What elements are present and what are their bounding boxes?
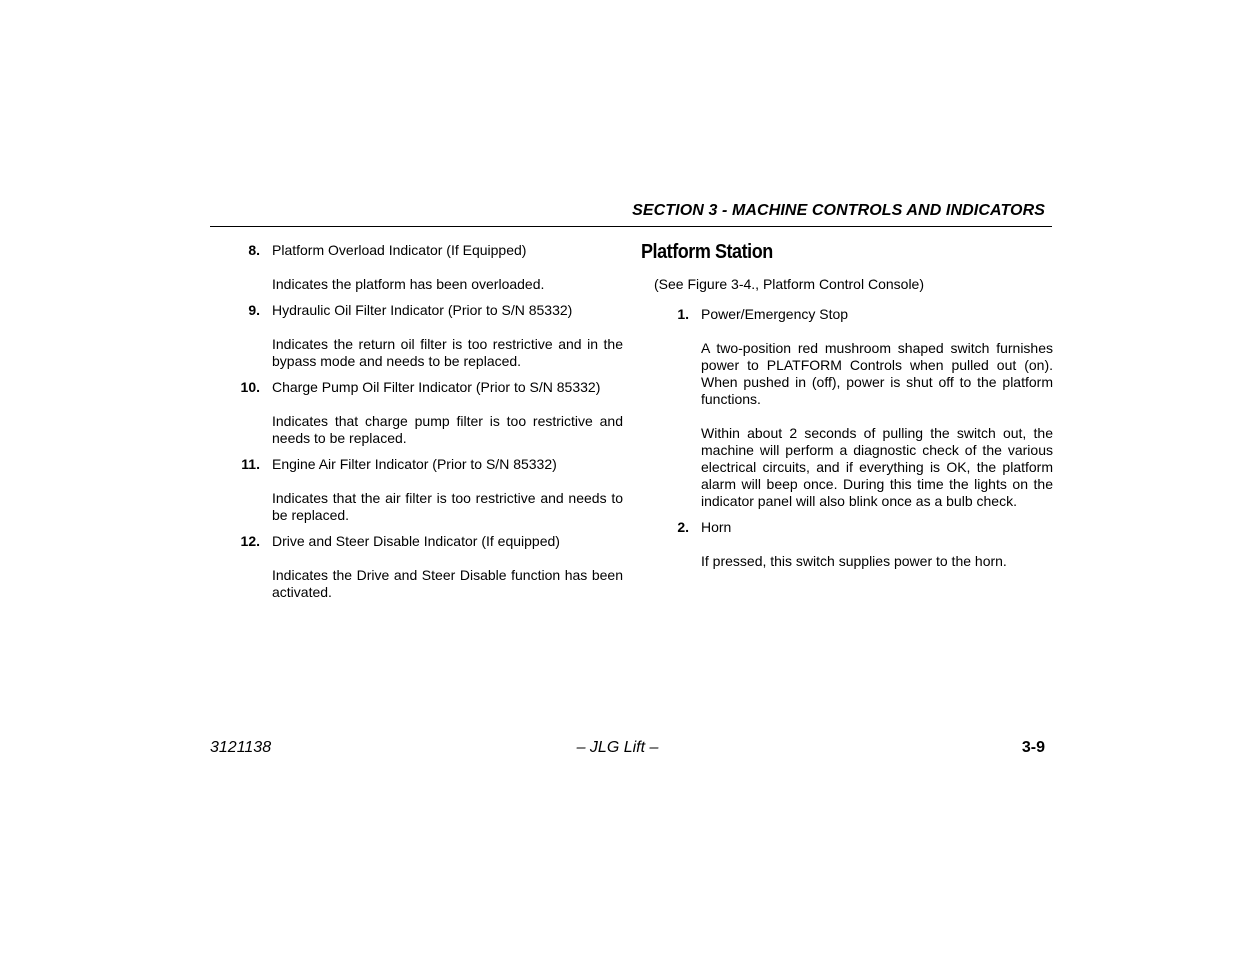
- header-divider: [210, 226, 1052, 227]
- item-number: 2.: [677, 519, 689, 535]
- item-description: Within about 2 seconds of pulling the switch out, the machine will perform a diagnostic check of the various electrical circuits, and if everything is OK, the platform alarm will beep once. During this time the lights on the indicator panel will also blink once as a bulb check.: [701, 425, 1053, 509]
- right-column: [641, 240, 1053, 579]
- figure-reference: (See Figure 3-4., Platform Control Console): [654, 276, 924, 292]
- list-item: [665, 306, 1053, 510]
- item-number: 8.: [248, 242, 260, 258]
- item-description: Indicates that the air filter is too restrictive and needs to be replaced.: [272, 490, 623, 523]
- item-number: 11.: [241, 456, 260, 472]
- item-number: 12.: [240, 533, 260, 549]
- section-heading: Platform Station: [641, 241, 773, 263]
- item-title: Charge Pump Oil Filter Indicator (Prior to S/N 85332): [272, 379, 601, 395]
- list-item: [236, 533, 623, 601]
- item-title: Hydraulic Oil Filter Indicator (Prior to S/N 85332): [272, 302, 573, 318]
- item-number: 10.: [240, 379, 260, 395]
- footer-doc-number: 3121138: [210, 739, 272, 756]
- item-description: Indicates that charge pump filter is too restrictive and needs to be replaced.: [272, 413, 623, 446]
- item-description: If pressed, this switch supplies power to the horn.: [701, 553, 1007, 569]
- item-title: Platform Overload Indicator (If Equipped): [272, 242, 527, 258]
- left-column: [236, 242, 623, 610]
- list-item: [236, 302, 623, 370]
- section-header-title: SECTION 3 - MACHINE CONTROLS AND INDICATORS: [632, 202, 1045, 219]
- footer-center-text: – JLG Lift –: [576, 739, 659, 756]
- item-title: Horn: [701, 519, 732, 535]
- footer-page-number: 3-9: [1021, 739, 1045, 756]
- list-item: [665, 519, 1053, 570]
- list-item: [236, 242, 623, 293]
- item-number: 9.: [248, 302, 260, 318]
- item-description: Indicates the platform has been overloaded.: [272, 276, 545, 292]
- item-description: A two-position red mushroom shaped switch furnishes power to PLATFORM Controls when pulled out (on). When pushed in (off), power is shut off to the platform functions.: [701, 340, 1053, 407]
- item-title: Power/Emergency Stop: [701, 306, 849, 322]
- item-number: 1.: [677, 306, 689, 322]
- list-item: [236, 456, 623, 524]
- list-item: [236, 379, 623, 447]
- item-description: Indicates the return oil filter is too restrictive and in the bypass mode and needs to be replaced.: [272, 336, 623, 369]
- item-title: Engine Air Filter Indicator (Prior to S/N 85332): [272, 456, 557, 472]
- item-title: Drive and Steer Disable Indicator (If equipped): [272, 533, 560, 549]
- item-description: Indicates the Drive and Steer Disable function has been activated.: [272, 567, 623, 600]
